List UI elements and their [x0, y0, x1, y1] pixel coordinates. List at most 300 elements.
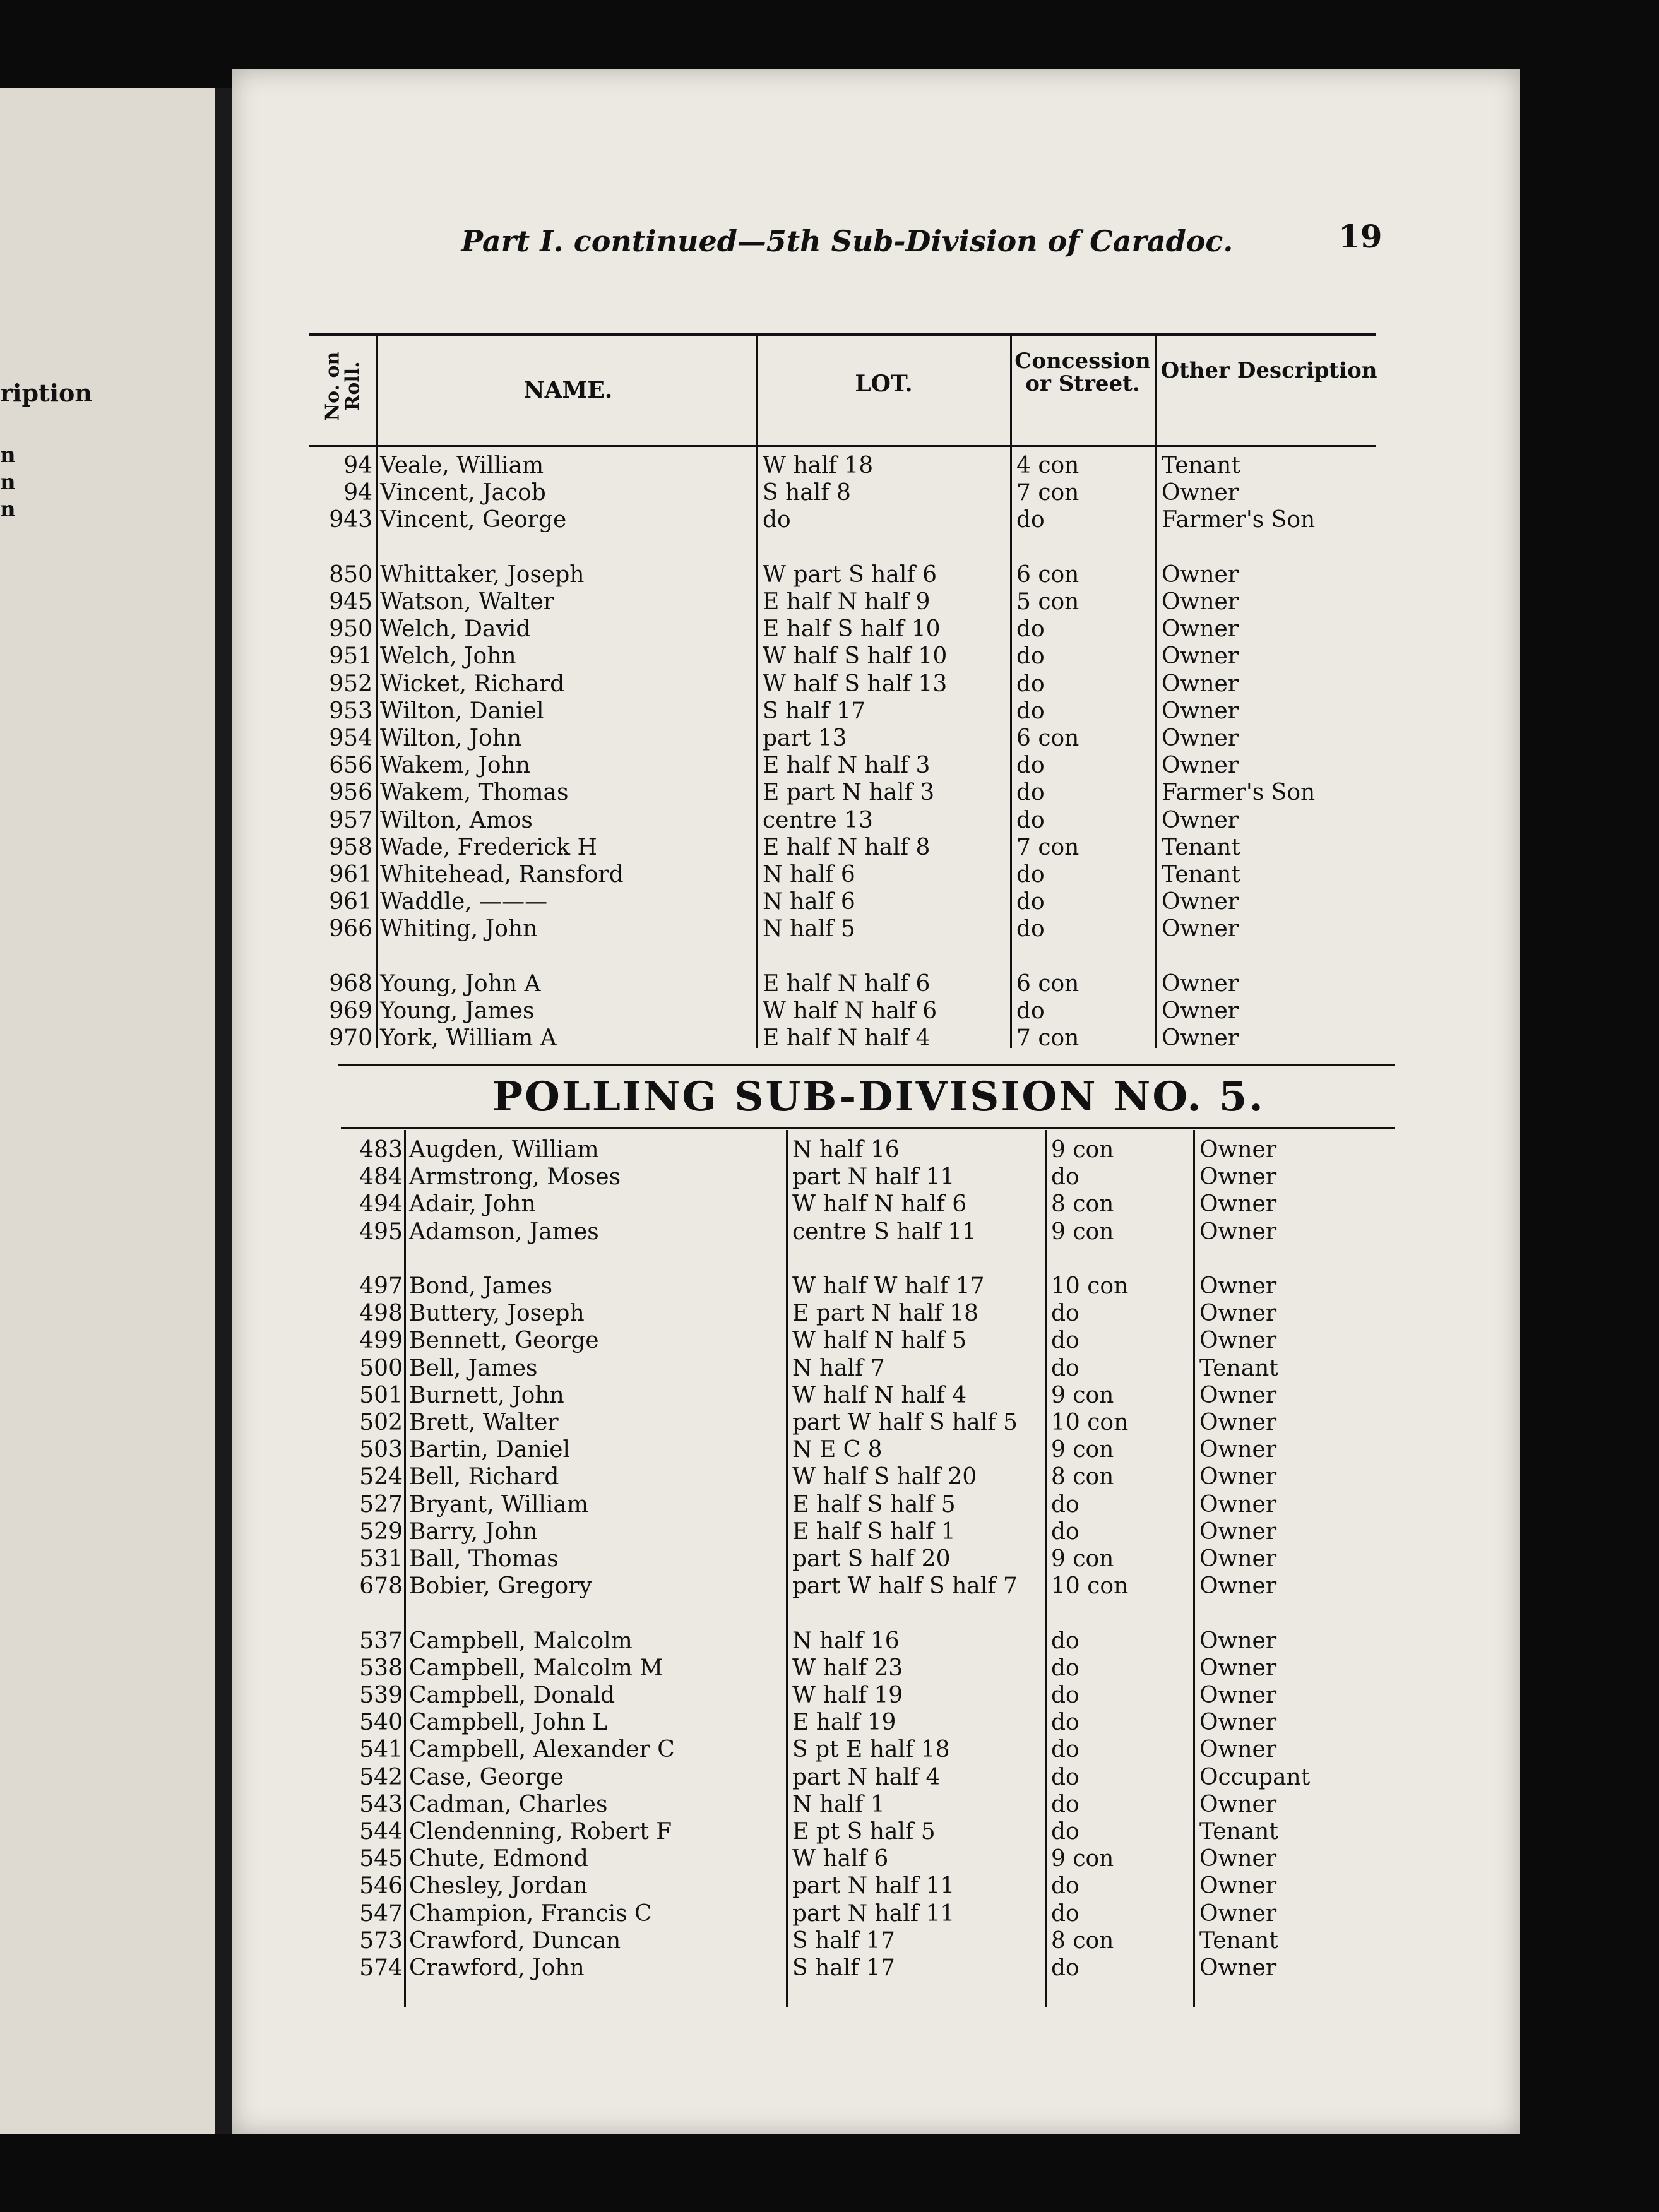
lot-description: W half 6 [792, 1846, 889, 1872]
other-description: Owner [1199, 1437, 1277, 1463]
left-page-fragment [0, 713, 16, 740]
other-description: Occupant [1199, 1764, 1311, 1790]
section-title: POLLING SUB-DIVISION NO. 5. [492, 1073, 1265, 1121]
roll-number: 953 [329, 698, 372, 724]
table-row [0, 834, 1659, 862]
concession: 9 con [1051, 1218, 1114, 1245]
column-header-description: Other Description [1160, 358, 1377, 383]
roll-number: 499 [359, 1328, 403, 1354]
lot-description: W half 23 [792, 1655, 903, 1681]
concession: do [1016, 916, 1045, 942]
table-row [0, 561, 1659, 589]
roll-number: 529 [359, 1518, 403, 1545]
roll-number: 484 [359, 1164, 403, 1191]
roll-number: 545 [359, 1846, 403, 1872]
other-description: Tenant [1199, 1819, 1278, 1845]
left-page-fragment [0, 659, 16, 686]
lot-description: E half S half 1 [792, 1518, 956, 1545]
elector-name: Vincent, George [380, 507, 567, 533]
lot-description: S pt E half 18 [792, 1737, 950, 1763]
concession: 10 con [1051, 1410, 1129, 1436]
elector-name: Buttery, Joseph [409, 1300, 585, 1327]
concession: do [1016, 698, 1045, 724]
table-row [0, 1025, 1659, 1052]
lot-description: part N half 11 [792, 1900, 955, 1927]
concession: do [1051, 1655, 1079, 1681]
table-row [0, 1655, 1659, 1682]
concession: 9 con [1051, 1846, 1114, 1872]
table-row [0, 1136, 1659, 1164]
elector-name: Adamson, James [409, 1218, 599, 1245]
left-page-fragment: n [0, 497, 16, 522]
other-description: Owner [1199, 1955, 1277, 1981]
left-page-fragment [0, 1012, 16, 1039]
elector-name: Burnett, John [409, 1382, 564, 1408]
table-row [0, 1627, 1659, 1655]
left-page-fragment [0, 795, 16, 822]
lot-description: W half S half 13 [763, 670, 948, 697]
table-row [0, 1818, 1659, 1846]
roll-number: 966 [329, 916, 372, 942]
other-description: Owner [1199, 1218, 1277, 1245]
other-description: Owner [1199, 1328, 1277, 1354]
lot-description: E part N half 18 [792, 1300, 979, 1327]
lot-description: centre 13 [763, 807, 873, 833]
table-row [0, 1900, 1659, 1928]
table-row [0, 1872, 1659, 1900]
concession: do [1051, 1873, 1079, 1900]
concession: 8 con [1051, 1927, 1114, 1954]
elector-name: Whitehead, Ransford [380, 862, 624, 888]
other-description: Tenant [1162, 862, 1240, 888]
lot-description: do [763, 507, 791, 533]
left-page-fragments [0, 442, 16, 1202]
concession: do [1051, 1491, 1079, 1518]
elector-name: Bell, Richard [409, 1464, 559, 1490]
other-description: Owner [1162, 998, 1239, 1024]
roll-number: 494 [359, 1191, 403, 1218]
other-description: Owner [1199, 1682, 1277, 1708]
left-page-fragment [0, 605, 16, 632]
lot-description: part S half 20 [792, 1546, 951, 1572]
lot-description: N half 16 [792, 1137, 900, 1163]
concession: do [1051, 1710, 1079, 1736]
elector-name: Chute, Edmond [409, 1846, 588, 1872]
elector-name: Champion, Francis C [409, 1900, 652, 1927]
concession: 10 con [1051, 1573, 1129, 1600]
table-row [0, 1327, 1659, 1355]
other-description: Tenant [1162, 453, 1240, 479]
concession: 8 con [1051, 1464, 1114, 1490]
elector-name: Young, James [380, 998, 535, 1024]
lot-description: E pt S half 5 [792, 1819, 936, 1845]
lot-description: E half S half 5 [792, 1491, 956, 1518]
concession: do [1051, 1518, 1079, 1545]
elector-name: Campbell, Malcolm [409, 1627, 633, 1654]
concession: do [1016, 752, 1045, 779]
lot-description: W half W half 17 [792, 1273, 985, 1299]
table-row [0, 615, 1659, 643]
other-description: Owner [1199, 1791, 1277, 1817]
table-row [0, 1463, 1659, 1491]
lot-description: E half N half 9 [763, 589, 931, 615]
roll-number: 957 [329, 807, 372, 833]
left-page-fragment [0, 1148, 16, 1175]
lot-description: W half 18 [763, 453, 874, 479]
lot-description: S half 17 [792, 1955, 895, 1981]
lot-description: W half N half 4 [792, 1382, 967, 1408]
lot-description: W half N half 5 [792, 1328, 967, 1354]
elector-name: Bennett, George [409, 1328, 599, 1354]
elector-name: Brett, Walter [409, 1410, 559, 1436]
elector-name: Waddle, ——— [380, 889, 548, 915]
lot-description: N half 6 [763, 862, 855, 888]
table-row [0, 1491, 1659, 1519]
lot-description: E part N half 3 [763, 780, 935, 806]
other-description: Owner [1162, 970, 1239, 997]
other-description: Owner [1162, 561, 1239, 588]
left-page-fragment [0, 686, 16, 713]
other-description: Owner [1199, 1191, 1277, 1218]
table-row [0, 1545, 1659, 1573]
table-row [0, 1682, 1659, 1710]
roll-number: 546 [359, 1873, 403, 1900]
left-page-fragment [0, 632, 16, 659]
concession: do [1051, 1627, 1079, 1654]
elector-name: Welch, John [380, 643, 516, 670]
elector-name: Bond, James [409, 1273, 553, 1299]
elector-name: Bartin, Daniel [409, 1437, 571, 1463]
elector-name: Whiting, John [380, 916, 538, 942]
table-row [0, 1218, 1659, 1246]
lot-description: E half N half 4 [763, 1025, 931, 1052]
left-page-fragment [0, 1175, 16, 1202]
table-row [0, 1409, 1659, 1437]
concession: 9 con [1051, 1382, 1114, 1408]
left-page-fragment: n [0, 443, 16, 468]
elector-name: Watson, Walter [380, 589, 554, 615]
left-page-fragment [0, 523, 16, 550]
table-row [0, 1355, 1659, 1382]
section-title-rule [341, 1127, 1395, 1129]
table-row [0, 1518, 1659, 1546]
roll-number: 952 [329, 670, 372, 697]
lot-description: N half 6 [763, 889, 855, 915]
header-bottom-rule [309, 445, 1376, 447]
other-description: Owner [1199, 1410, 1277, 1436]
lot-description: E half S half 10 [763, 616, 941, 643]
left-page-fragment [0, 1066, 16, 1093]
elector-name: Wilton, John [380, 725, 522, 751]
concession: 4 con [1016, 453, 1079, 479]
lot-description: S half 8 [763, 480, 851, 506]
other-description: Owner [1199, 1382, 1277, 1408]
roll-number: 574 [359, 1955, 403, 1981]
table-row [0, 1300, 1659, 1328]
other-description: Owner [1162, 725, 1239, 751]
left-page-fragment [0, 903, 16, 931]
lot-description: N half 16 [792, 1627, 900, 1654]
concession: 6 con [1016, 970, 1079, 997]
left-page-fragment [0, 822, 16, 849]
lot-description: W half S half 20 [792, 1464, 977, 1490]
concession: do [1051, 1328, 1079, 1354]
other-description: Owner [1162, 807, 1239, 833]
other-description: Owner [1199, 1491, 1277, 1518]
elector-name: Augden, William [409, 1137, 599, 1163]
page-number: 19 [1338, 218, 1382, 255]
elector-name: Crawford, Duncan [409, 1927, 621, 1954]
lot-description: S half 17 [763, 698, 865, 724]
table-row [0, 1163, 1659, 1191]
left-page-fragment [0, 985, 16, 1012]
concession: do [1016, 889, 1045, 915]
elector-name: Wade, Frederick H [380, 834, 597, 860]
roll-number: 502 [359, 1410, 403, 1436]
roll-number: 540 [359, 1710, 403, 1736]
roll-number: 531 [359, 1546, 403, 1572]
running-head: Part I. continued—5th Sub-Division of Caradoc. [461, 224, 1234, 258]
roll-number: 501 [359, 1382, 403, 1408]
lot-description: N half 7 [792, 1355, 885, 1381]
table-row [0, 1791, 1659, 1819]
other-description: Owner [1162, 480, 1239, 506]
elector-name: York, William A [380, 1025, 557, 1052]
left-page-fragment [0, 578, 16, 605]
elector-name: Campbell, Malcolm M [409, 1655, 663, 1681]
lot-description: W half N half 6 [763, 998, 937, 1024]
concession: do [1016, 670, 1045, 697]
elector-name: Ball, Thomas [409, 1546, 559, 1572]
roll-number: 678 [359, 1573, 403, 1600]
other-description: Tenant [1199, 1927, 1278, 1954]
column-header-lot: LOT. [855, 371, 913, 397]
concession: do [1051, 1682, 1079, 1708]
roll-number: 94 [343, 480, 372, 506]
roll-number: 537 [359, 1627, 403, 1654]
lot-description: part W half S half 7 [792, 1573, 1018, 1600]
elector-name: Young, John A [380, 970, 541, 997]
roll-number: 950 [329, 616, 372, 643]
elector-name: Whittaker, Joseph [380, 561, 585, 588]
table-row [0, 752, 1659, 780]
roll-number: 541 [359, 1737, 403, 1763]
lot-description: part N half 4 [792, 1764, 941, 1790]
elector-name: Vincent, Jacob [380, 480, 546, 506]
elector-name: Bryant, William [409, 1491, 589, 1518]
section-end-rule [338, 1064, 1395, 1066]
lot-description: E half N half 6 [763, 970, 931, 997]
left-page-fragment [0, 550, 16, 578]
roll-number: 656 [329, 752, 372, 779]
elector-name: Clendenning, Robert F [409, 1819, 672, 1845]
concession: 6 con [1016, 561, 1079, 588]
table-row [0, 1845, 1659, 1873]
roll-number: 500 [359, 1355, 403, 1381]
concession: 9 con [1051, 1546, 1114, 1572]
concession: do [1051, 1737, 1079, 1763]
roll-number: 495 [359, 1218, 403, 1245]
concession: do [1051, 1791, 1079, 1817]
table-row [0, 1273, 1659, 1300]
other-description: Owner [1199, 1655, 1277, 1681]
other-description: Owner [1199, 1846, 1277, 1872]
other-description: Owner [1162, 698, 1239, 724]
left-page-fragment [0, 876, 16, 903]
other-description: Owner [1162, 589, 1239, 615]
other-description: Tenant [1162, 834, 1240, 860]
roll-number: 956 [329, 780, 372, 806]
concession: do [1051, 1355, 1079, 1381]
column-header-name: NAME. [523, 377, 613, 403]
other-description: Owner [1199, 1873, 1277, 1900]
table-row [0, 915, 1659, 943]
concession: 8 con [1051, 1191, 1114, 1218]
roll-number: 958 [329, 834, 372, 860]
roll-number: 850 [329, 561, 372, 588]
left-page-fragment [0, 1093, 16, 1121]
roll-number: 498 [359, 1300, 403, 1327]
table-row [0, 670, 1659, 698]
top-rule [309, 333, 1376, 336]
roll-number: 483 [359, 1137, 403, 1163]
elector-name: Bell, James [409, 1355, 538, 1381]
lot-description: part N half 11 [792, 1164, 955, 1191]
table-row [0, 1573, 1659, 1600]
other-description: Owner [1199, 1164, 1277, 1191]
other-description: Owner [1199, 1300, 1277, 1327]
roll-number: 544 [359, 1819, 403, 1845]
table-row [0, 997, 1659, 1025]
table-row [0, 1736, 1659, 1764]
roll-number: 543 [359, 1791, 403, 1817]
other-description: Owner [1162, 752, 1239, 779]
other-description: Owner [1199, 1546, 1277, 1572]
lot-description: W part S half 6 [763, 561, 937, 588]
table-row [0, 1954, 1659, 1982]
table-row [0, 1927, 1659, 1955]
other-description: Owner [1199, 1464, 1277, 1490]
other-description: Farmer's Son [1162, 507, 1316, 533]
elector-name: Wakem, John [380, 752, 530, 779]
table-row [0, 725, 1659, 752]
lot-description: part N half 11 [792, 1873, 955, 1900]
concession: do [1051, 1900, 1079, 1927]
roll-number: 94 [343, 453, 372, 479]
concession: do [1016, 998, 1045, 1024]
elector-name: Welch, David [380, 616, 531, 643]
other-description: Owner [1199, 1627, 1277, 1654]
column-header-roll: No. on Roll. [321, 351, 364, 421]
other-description: Owner [1162, 670, 1239, 697]
lot-description: centre S half 11 [792, 1218, 977, 1245]
roll-number: 547 [359, 1900, 403, 1927]
elector-name: Adair, John [409, 1191, 536, 1218]
lot-description: E half 19 [792, 1710, 896, 1736]
table-row [0, 1709, 1659, 1737]
left-page-fragment [0, 958, 16, 985]
table-row [0, 1382, 1659, 1410]
other-description: Owner [1199, 1710, 1277, 1736]
roll-number: 970 [329, 1025, 372, 1052]
elector-name: Veale, William [380, 453, 544, 479]
roll-number: 945 [329, 589, 372, 615]
concession: do [1016, 862, 1045, 888]
other-description: Owner [1199, 1737, 1277, 1763]
roll-number: 573 [359, 1927, 403, 1954]
table-row [0, 779, 1659, 807]
elector-name: Case, George [409, 1764, 564, 1790]
other-description: Owner [1162, 616, 1239, 643]
roll-number: 497 [359, 1273, 403, 1299]
other-description: Farmer's Son [1162, 780, 1316, 806]
elector-name: Wilton, Daniel [380, 698, 544, 724]
elector-name: Armstrong, Moses [409, 1164, 621, 1191]
elector-name: Campbell, John L [409, 1710, 608, 1736]
lot-description: N half 5 [763, 916, 855, 942]
table-row [0, 888, 1659, 916]
concession: do [1016, 780, 1045, 806]
left-page-fragment [0, 931, 16, 958]
elector-name: Wakem, Thomas [380, 780, 569, 806]
elector-name: Crawford, John [409, 1955, 585, 1981]
elector-name: Campbell, Donald [409, 1682, 615, 1708]
table-row [0, 479, 1659, 507]
table-row [0, 643, 1659, 670]
roll-number: 503 [359, 1437, 403, 1463]
concession: do [1016, 616, 1045, 643]
lot-description: part 13 [763, 725, 847, 751]
table-row [0, 807, 1659, 835]
lot-description: E half N half 8 [763, 834, 931, 860]
elector-name: Wilton, Amos [380, 807, 533, 833]
other-description: Owner [1199, 1900, 1277, 1927]
table-row [0, 970, 1659, 998]
concession: do [1051, 1955, 1079, 1981]
roll-number: 954 [329, 725, 372, 751]
elector-name: Cadman, Charles [409, 1791, 608, 1817]
lot-description: W half 19 [792, 1682, 903, 1708]
other-description: Owner [1199, 1273, 1277, 1299]
roll-number: 539 [359, 1682, 403, 1708]
left-page-fragment [0, 1121, 16, 1148]
concession: do [1016, 507, 1045, 533]
lot-description: S half 17 [792, 1927, 895, 1954]
left-page-fragment [0, 1039, 16, 1066]
lot-description: W half S half 10 [763, 643, 948, 670]
other-description: Owner [1199, 1137, 1277, 1163]
concession: 9 con [1051, 1437, 1114, 1463]
concession: do [1051, 1300, 1079, 1327]
other-description: Owner [1162, 643, 1239, 670]
other-description: Owner [1162, 1025, 1239, 1052]
table-row [0, 1436, 1659, 1464]
concession: 7 con [1016, 480, 1079, 506]
concession: 10 con [1051, 1273, 1129, 1299]
roll-number: 542 [359, 1764, 403, 1790]
table-row [0, 1191, 1659, 1218]
table-row [0, 698, 1659, 725]
left-page-header: ription [0, 379, 92, 407]
roll-number: 538 [359, 1655, 403, 1681]
roll-number: 943 [329, 507, 372, 533]
roll-number: 961 [329, 862, 372, 888]
elector-name: Barry, John [409, 1518, 538, 1545]
concession: 5 con [1016, 589, 1079, 615]
concession: do [1051, 1764, 1079, 1790]
other-description: Owner [1199, 1573, 1277, 1600]
concession: 7 con [1016, 834, 1079, 860]
